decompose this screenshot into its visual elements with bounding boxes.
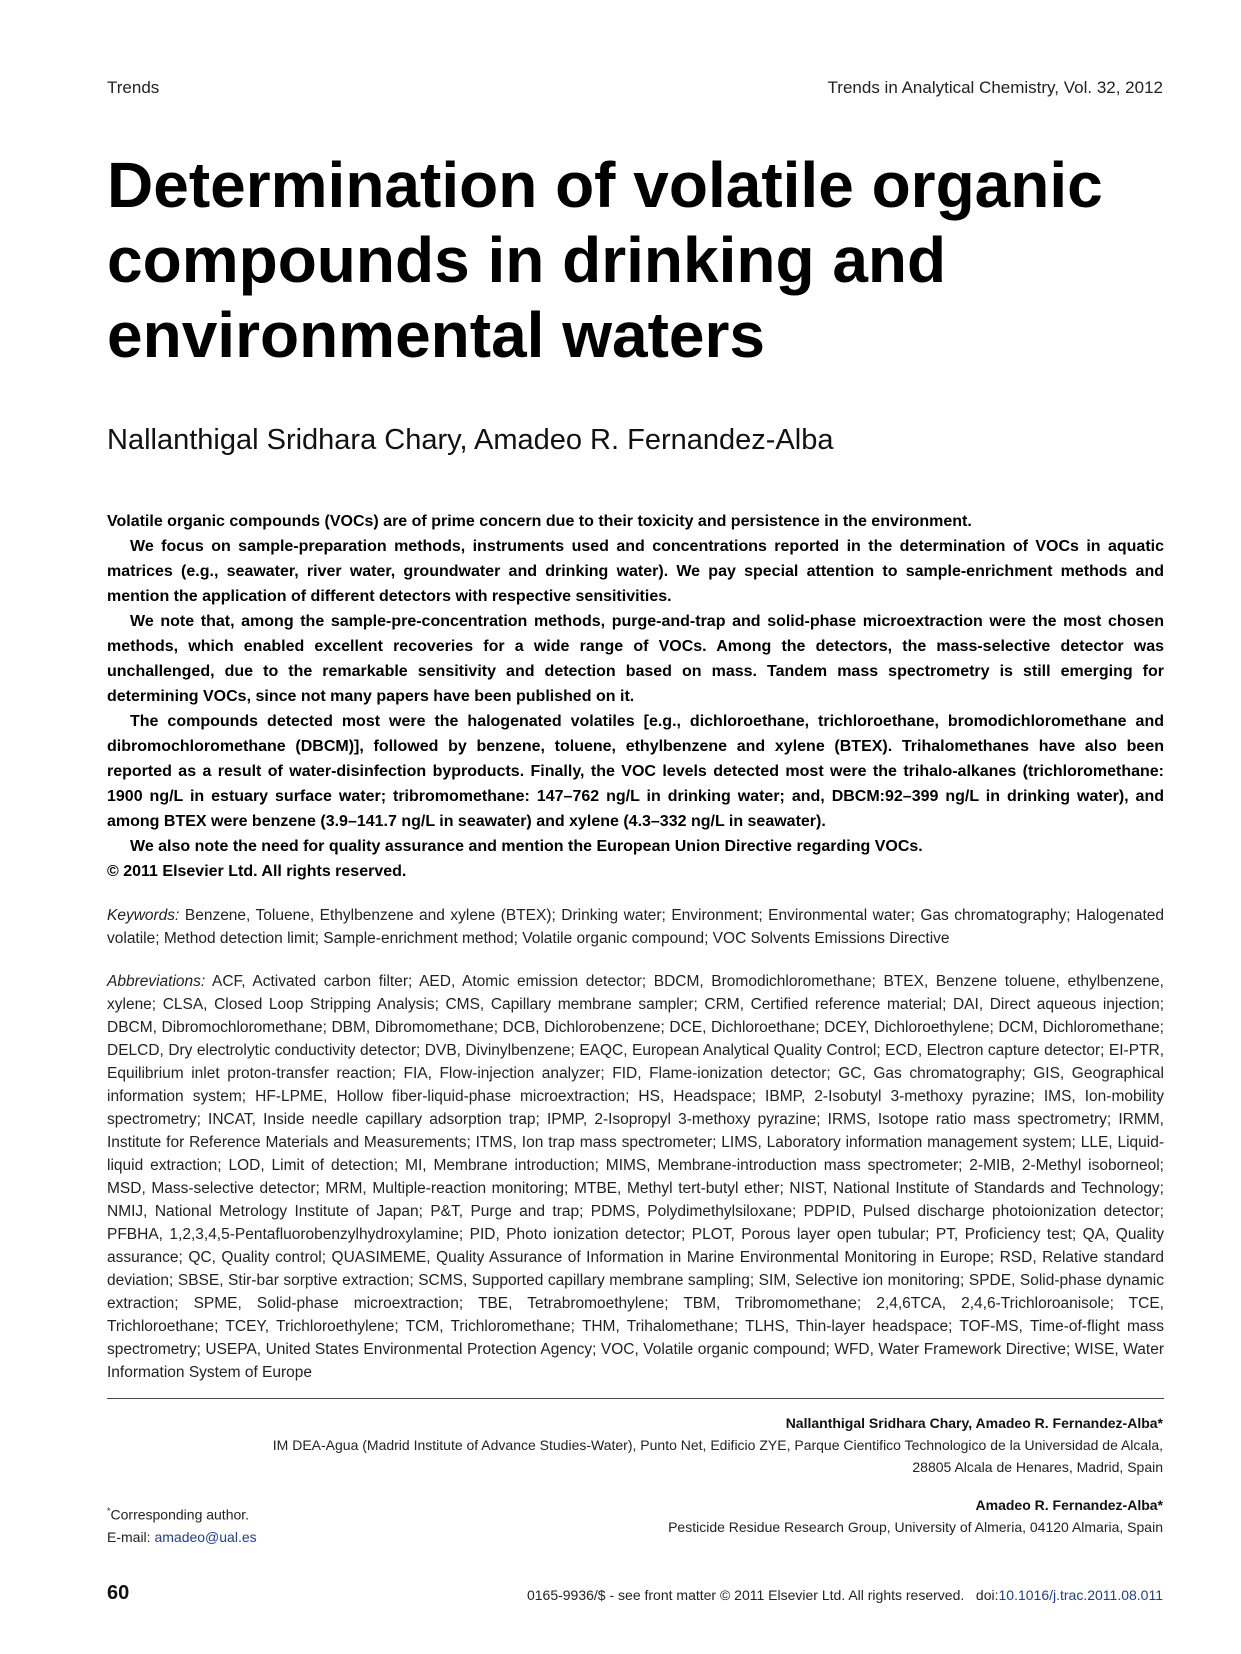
footer-issn: 0165-9936/$ - see front matter © 2011 Elsevier Ltd. All rights reserved.	[526, 1587, 965, 1603]
article-title: Determination of volatile organic compounds in drinking and environmental waters	[107, 149, 1103, 371]
abstract-paragraph-5: We also note the need for quality assurance and mention the European Union Directive regarding VOCs.	[130, 838, 923, 855]
abbreviations-label: Abbreviations:	[107, 973, 206, 990]
affiliation-1-names: Nallanthigal Sridhara Chary, Amadeo R. Fernandez-Alba*	[785, 1415, 1163, 1431]
abstract-paragraph-1: Volatile organic compounds (VOCs) are of prime concern due to their toxicity and persistence in the environment.	[107, 513, 972, 530]
keywords-label: Keywords:	[107, 907, 180, 924]
abstract-paragraph-2: We focus on sample-preparation methods, instruments used and concentrations reported in the determination of VOCs in aquatic matrices (e.g., seawater, river water, groundwater and drinking water). We pay special attention to sample-enrichment methods and mention the application of different detectors with respective sensitivities.	[107, 538, 1164, 605]
running-header-section: Trends	[107, 78, 160, 97]
keywords-block	[107, 904, 1164, 950]
affiliation-1	[163, 1412, 1163, 1478]
abstract-paragraph-3: We note that, among the sample-pre-concentration methods, purge-and-trap and solid-phase microextraction were the most chosen methods, which enabled excellent recoveries for a wide range of VOCs. Among the detectors, the mass-selective detector was unchallenged, due to the remarkable sensitivity and detection based on mass. Tandem mass spectrometry is still emerging for determining VOCs, since not many papers have been published on it.	[107, 613, 1164, 705]
keywords-text: Benzene, Toluene, Ethylbenzene and xylene (BTEX); Drinking water; Environment; Environmental water; Gas chromatography; Halogenated volatile; Method detection limit; Sample-enrichment method; Volatile organic compound; VOC Solvents Emissions Directive	[107, 907, 1164, 947]
running-header-journal: Trends in Analytical Chemistry, Vol. 32, 2012	[827, 78, 1163, 97]
affiliation-2-line-1: Pesticide Residue Research Group, University of Almeria, 04120 Almaria, Spain	[668, 1519, 1163, 1535]
affiliation-1-line-1: IM DEA-Agua (Madrid Institute of Advance Studies-Water), Punto Net, Edificio ZYE, Parque Cientifico Technologico de la Universidad de Alcala,	[272, 1437, 1163, 1453]
email-label: E-mail:	[107, 1528, 151, 1545]
affiliation-1-line-2: 28805 Alcala de Henares, Madrid, Spain	[912, 1459, 1163, 1475]
abbreviations-block	[107, 970, 1164, 1384]
abbreviations-text: ACF, Activated carbon filter; AED, Atomic emission detector; BDCM, Bromodichloromethane; BTEX, Benzene toluene, ethylbenzene, xylene; CLSA, Closed Loop Stripping Analysis; CMS, Capillary membrane sampler; CRM, Certified reference material; DAI, Direct aqueous injection; DBCM, Dibromochloromethane; DBM, Dibromomethane; DCB, Dichlorobenzene; DCE, Dichloroethane; DCEY, Dichloroethylene; DCM, Dichloromethane; DELCD, Dry electrolytic conductivity detector; DVB, Divinylbenzene; EAQC, European Analytical Quality Control; ECD, Electron capture detector; EI-PTR, Equilibrium inlet proton-transfer reaction; FIA, Flow-injection analyzer; FID, Flame-ionization detector; GC, Gas chromatography; GIS, Geographical information system; HF-LPME, Hollow fiber-liquid-phase microextraction; HS, Headspace; IBMP, 2-Isobutyl 3-methoxy pyrazine; IMS, Ion-mobility spectrometry; INCAT, Inside needle capillary adsorption trap; IPMP, 2-Isopropyl 3-methoxy pyrazine; IRMS, Isotope ratio mass spectrometry; IRMM, Institute for Reference Materials and Measurements; ITMS, Ion trap mass spectrometer; LIMS, Laboratory information management system; LLE, Liquid-liquid extraction; LOD, Limit of detection; MI, Membrane introduction; MIMS, Membrane-introduction mass spectrometer; 2-MIB, 2-Methyl isoborneol; MSD, Mass-selective detector; MRM, Multiple-reaction monitoring; MTBE, Methyl tert-butyl ether; NIST, National Institute of Standards and Technology; NMIJ, National Metrology Institute of Japan; P&T, Purge and trap; PDMS, Polydimethylsiloxane; PDPID, Pulsed discharge photoionization detector; PFBHA, 1,2,3,4,5-Pentafluorobenzylhydroxylamine; PID, Photo ionization detector; PLOT, Porous layer open tubular; PT, Proficiency test; QA, Quality assurance; QC, Quality control; QUASIMEME, Quality Assurance of Information in Marine Environmental Monitoring in Europe; RSD, Relative standard deviation; SBSE, Stir-bar sorptive extraction; SCMS, Supported capillary membrane sampling; SIM, Selective ion monitoring; SPDE, Solid-phase dynamic extraction; SPME, Solid-phase microextraction; TBE, Tetrabromoethylene; TBM, Tribromomethane; 2,4,6TCA, 2,4,6-Trichloroanisole; TCE, Trichloroethane; TCEY, Trichloroethylene; TCM, Trichloromethane; THM, Trihalomethane; TLHS, Thin-layer headspace; TOF-MS, Time-of-flight mass spectrometry; USEPA, United States Environmental Protection Agency; VOC, Volatile organic compound; WFD, Water Framework Directive; WISE, Water Information System of Europe	[107, 973, 1164, 1381]
section-divider	[107, 1398, 1164, 1399]
abstract	[107, 509, 1164, 884]
doi-link[interactable]: 10.1016/j.trac.2011.08.011	[998, 1587, 1163, 1603]
corresponding-label: Corresponding author.	[110, 1506, 250, 1523]
affiliation-2	[163, 1494, 1163, 1538]
abstract-paragraph-4: The compounds detected most were the halogenated volatiles [e.g., dichloroethane, trichloroethane, bromodichloromethane and dibromochloromethane (DBCM)], followed by benzene, toluene, ethylbenzene and xylene (BTEX). Trihalomethanes have also been reported as a result of water-disinfection byproducts. Finally, the VOC levels detected most were the trihalo-alkanes (trichloromethane: 1900 ng/L in estuary surface water; tribromomethane: 147–762 ng/L in drinking water; and, DBCM:92–399 ng/L in drinking water), and among BTEX were benzene (3.9–141.7 ng/L in seawater) and xylene (4.3–332 ng/L in seawater).	[107, 713, 1164, 830]
affiliation-2-names: Amadeo R. Fernandez-Alba*	[975, 1497, 1163, 1513]
author-list: Nallanthigal Sridhara Chary, Amadeo R. Fernandez-Alba	[107, 424, 834, 456]
footer-issn-doi	[527, 1587, 1163, 1603]
page-number: 60	[107, 1582, 130, 1604]
corresponding-author-note	[107, 1500, 257, 1548]
doi-label: doi:	[975, 1587, 999, 1603]
copyright-notice: © 2011 Elsevier Ltd. All rights reserved.	[107, 863, 407, 880]
corresponding-mark: *	[107, 1506, 111, 1516]
email-link[interactable]: amadeo@ual.es	[154, 1528, 257, 1545]
